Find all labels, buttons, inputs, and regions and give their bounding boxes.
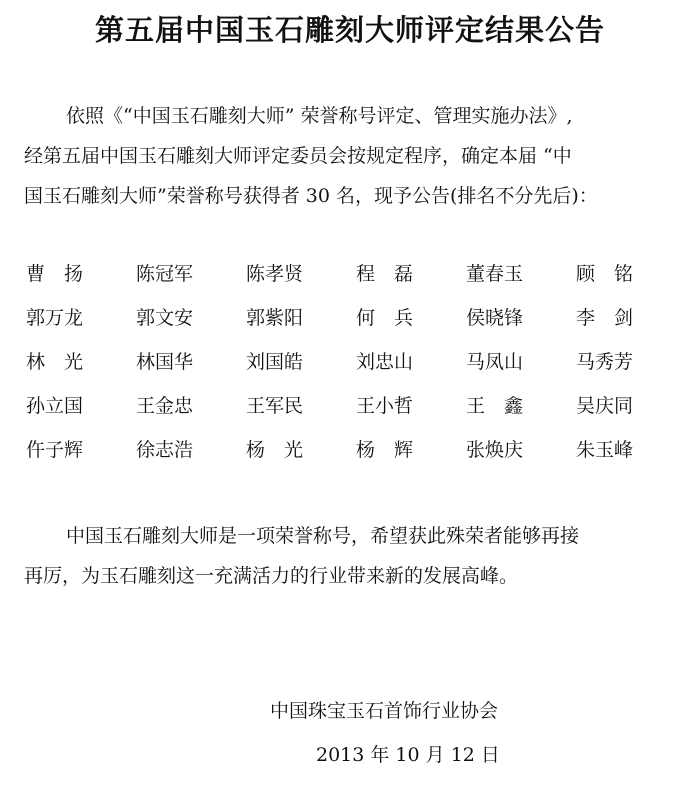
awardee-name: 程 磊 (356, 262, 414, 285)
awardee-name: 张焕庆 (466, 438, 524, 461)
awardee-name: 郭万龙 (26, 306, 84, 329)
intro-line: 依照《“中国玉石雕刻大师” 荣誉称号评定、管理实施办法》, (66, 105, 573, 127)
awardee-name: 杨 辉 (356, 438, 414, 461)
awardee-name: 王小哲 (356, 394, 414, 417)
awardee-name: 林国华 (136, 350, 194, 373)
name-row (26, 426, 686, 470)
name-row (26, 250, 686, 294)
awardee-name: 王 鑫 (466, 394, 524, 417)
issuing-organization: 中国珠宝玉石首饰行业协会 (270, 700, 499, 722)
awardee-name: 杨 光 (246, 438, 304, 461)
awardee-name: 顾 铭 (576, 262, 634, 285)
awardee-name: 何 兵 (356, 306, 414, 329)
awardee-name: 刘国皓 (246, 350, 304, 373)
awardee-name: 侯晓锋 (466, 306, 524, 329)
closing-paragraph (24, 516, 684, 596)
awardee-name-list (26, 250, 686, 470)
awardee-name: 郭紫阳 (246, 306, 304, 329)
awardee-name: 孙立国 (26, 394, 84, 417)
awardee-name: 陈孝贤 (246, 262, 304, 285)
awardee-name: 郭文安 (136, 306, 194, 329)
intro-line: 国玉石雕刻大师”荣誉称号获得者 30 名，现予公告(排名不分先后)： (24, 185, 598, 207)
intro-paragraph (24, 96, 684, 216)
name-row (26, 294, 686, 338)
awardee-name: 马秀芳 (576, 350, 634, 373)
document-title: 第五届中国玉石雕刻大师评定结果公告 (94, 13, 605, 47)
intro-line: 经第五届中国玉石雕刻大师评定委员会按规定程序，确定本届 “中 (24, 145, 572, 167)
name-row (26, 382, 686, 426)
awardee-name: 陈冠军 (136, 262, 194, 285)
awardee-name: 王军民 (246, 394, 304, 417)
awardee-name: 王金忠 (136, 394, 194, 417)
awardee-name: 李 剑 (576, 306, 634, 329)
awardee-name: 朱玉峰 (576, 438, 634, 461)
name-row (26, 338, 686, 382)
awardee-name: 仵子辉 (26, 438, 84, 461)
awardee-name: 马凤山 (466, 350, 524, 373)
awardee-name: 林 光 (26, 350, 84, 373)
awardee-name: 吴庆同 (576, 394, 634, 417)
awardee-name: 刘忠山 (356, 350, 414, 373)
closing-line: 中国玉石雕刻大师是一项荣誉称号，希望获此殊荣者能够再接 (66, 525, 580, 547)
awardee-name: 曹 扬 (26, 262, 84, 285)
awardee-name: 董春玉 (466, 262, 524, 285)
closing-line: 再厉，为玉石雕刻这一充满活力的行业带来新的发展高峰。 (24, 565, 519, 587)
awardee-name: 徐志浩 (136, 438, 194, 461)
issue-date: 2013 年 10 月 12 日 (316, 744, 500, 766)
